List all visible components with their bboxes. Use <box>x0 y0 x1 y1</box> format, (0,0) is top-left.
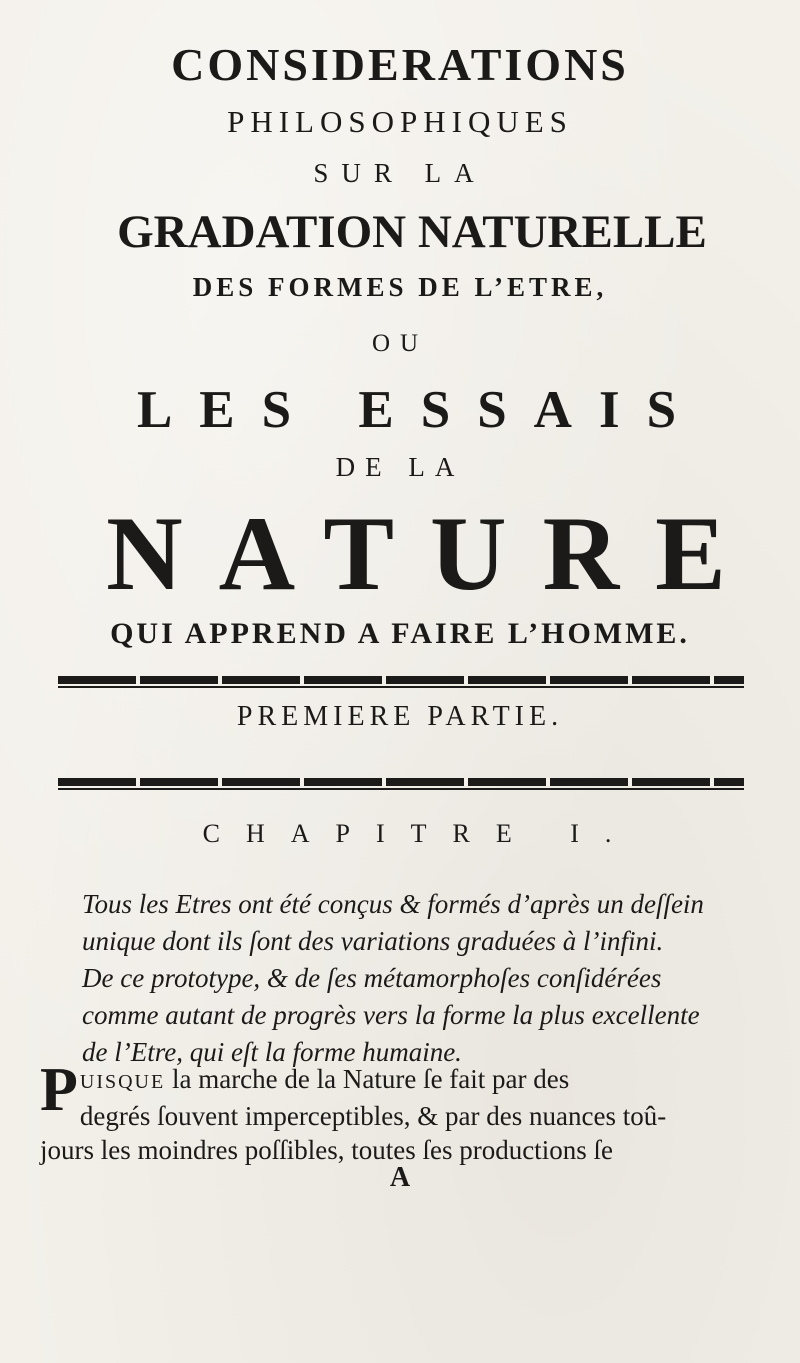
body-line: la marche de la Nature ſe fait par des <box>171 1064 570 1094</box>
ornamental-rule-top <box>58 676 744 684</box>
title-line-de-la: DE LA <box>335 452 465 482</box>
body-line: degrés ſouvent imperceptibles, & par des nuances toû- <box>79 1101 667 1131</box>
part-heading: PREMIERE PARTIE. <box>236 701 564 732</box>
title-line-sur-la: SUR LA <box>313 158 487 188</box>
body-paragraph <box>40 1056 754 1167</box>
title-line-nature: NATURE <box>106 495 762 612</box>
summary-line: unique dont ils ſont des variations graduées à l’infini. <box>82 926 664 956</box>
title-line-considerations: CONSIDERATIONS <box>171 39 629 90</box>
summary-line: de l’Etre, qui eſt la forme humaine. <box>82 1037 462 1067</box>
drop-cap: P <box>40 1056 78 1124</box>
title-line-ou: OU <box>371 330 429 357</box>
summary-line: Tous les Etres ont été conçus & formés d’après un deſſein <box>82 889 704 919</box>
summary-line: De ce prototype, & de ſes métamorphoſes conſidérées <box>82 963 662 993</box>
ornamental-rule-bottom <box>58 778 744 786</box>
signature-mark: A <box>389 1162 411 1193</box>
title-line-gradation-naturelle: GRADATION NATURELLE <box>117 206 707 258</box>
title-line-des-formes: DES FORMES DE L’ETRE, <box>192 272 608 302</box>
title-line-qui-apprend: QUI APPREND A FAIRE L’HOMME. <box>110 617 690 650</box>
title-line-les-essais: LES ESSAIS <box>136 381 704 439</box>
chapter-heading: CHAPITRE I. <box>202 819 638 848</box>
title-line-philosophiques: PHILOSOPHIQUES <box>227 104 573 139</box>
body-line: jours les moindres poſſibles, toutes ſes productions ſe <box>40 1135 613 1165</box>
summary-line: comme autant de progrès vers la forme la plus excellente <box>82 1000 700 1030</box>
small-caps-word: UISQUE <box>79 1071 166 1093</box>
chapter-summary <box>82 886 744 1071</box>
